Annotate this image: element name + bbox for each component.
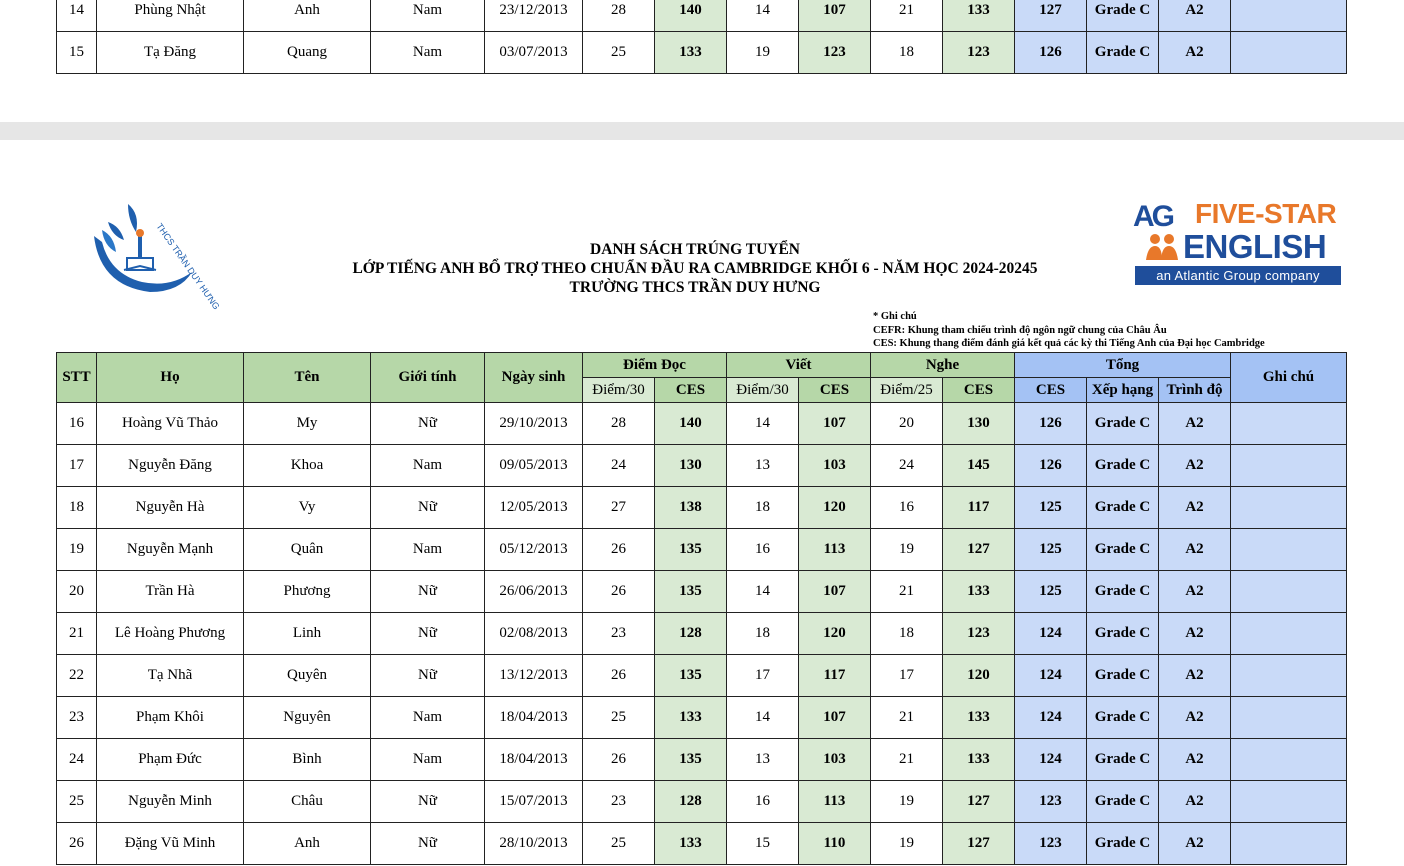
cell-ho: Phạm Khôi	[97, 697, 244, 739]
brand-mark: AG	[1133, 200, 1172, 233]
table-row	[57, 823, 1347, 865]
cell-trinhdo: A2	[1159, 781, 1231, 823]
header-ghichu: Ghi chú	[1231, 353, 1347, 403]
cell-viet-diem: 16	[727, 781, 799, 823]
cell-doc-ces: 140	[655, 403, 727, 445]
cell-tong-ces: 124	[1015, 613, 1087, 655]
cell-ghichu	[1231, 445, 1347, 487]
header-stt: STT	[57, 353, 97, 403]
cell-tong-ces: 124	[1015, 655, 1087, 697]
cell-viet-ces: 103	[799, 445, 871, 487]
cell-ngaysinh: 23/12/2013	[485, 0, 583, 32]
cell-trinhdo: A2	[1159, 529, 1231, 571]
header-viet: Viết	[727, 353, 871, 378]
table-row	[57, 403, 1347, 445]
page-1	[0, 0, 1404, 122]
cell-doc-ces: 128	[655, 613, 727, 655]
table-row	[57, 445, 1347, 487]
table-row	[57, 0, 1347, 32]
cell-viet-diem: 14	[727, 571, 799, 613]
cell-doc-ces: 133	[655, 697, 727, 739]
cell-nghe-ces: 145	[943, 445, 1015, 487]
brand-tagline: an Atlantic Group company	[1135, 266, 1341, 285]
cell-doc-ces: 135	[655, 571, 727, 613]
cell-nghe-ces: 133	[943, 571, 1015, 613]
cell-viet-ces: 123	[799, 32, 871, 74]
subheader-trinhdo: Trình độ	[1159, 378, 1231, 403]
cell-xephang: Grade C	[1087, 739, 1159, 781]
cell-ten: Nguyên	[244, 697, 371, 739]
cell-doc-diem: 23	[583, 613, 655, 655]
cell-viet-ces: 120	[799, 487, 871, 529]
cell-gioitinh: Nam	[371, 529, 485, 571]
cell-nghe-diem: 21	[871, 739, 943, 781]
cell-nghe-diem: 19	[871, 529, 943, 571]
cell-ten: Linh	[244, 613, 371, 655]
cell-trinhdo: A2	[1159, 445, 1231, 487]
table-row	[57, 487, 1347, 529]
cell-viet-diem: 19	[727, 32, 799, 74]
subheader-doc-ces: CES	[655, 378, 727, 403]
cell-viet-ces: 107	[799, 403, 871, 445]
cell-ngaysinh: 13/12/2013	[485, 655, 583, 697]
cell-stt: 18	[57, 487, 97, 529]
cell-ghichu	[1231, 697, 1347, 739]
cell-stt: 20	[57, 571, 97, 613]
cell-ho: Phùng Nhật	[97, 0, 244, 32]
cell-ho: Đặng Vũ Minh	[97, 823, 244, 865]
cell-viet-diem: 18	[727, 613, 799, 655]
cell-ghichu	[1231, 613, 1347, 655]
cell-doc-ces: 135	[655, 739, 727, 781]
cell-ho: Lê Hoàng Phương	[97, 613, 244, 655]
table-row	[57, 529, 1347, 571]
cell-nghe-ces: 120	[943, 655, 1015, 697]
cell-nghe-diem: 19	[871, 781, 943, 823]
cell-nghe-ces: 133	[943, 697, 1015, 739]
cell-ngaysinh: 05/12/2013	[485, 529, 583, 571]
cell-trinhdo: A2	[1159, 823, 1231, 865]
table-row	[57, 32, 1347, 74]
cell-tong-ces: 125	[1015, 571, 1087, 613]
cell-ten: Phương	[244, 571, 371, 613]
page-2	[0, 140, 1404, 866]
cell-gioitinh: Nam	[371, 445, 485, 487]
cell-viet-ces: 103	[799, 739, 871, 781]
cell-viet-ces: 110	[799, 823, 871, 865]
cell-ngaysinh: 28/10/2013	[485, 823, 583, 865]
cell-gioitinh: Nam	[371, 739, 485, 781]
cell-ngaysinh: 02/08/2013	[485, 613, 583, 655]
cell-xephang: Grade C	[1087, 32, 1159, 74]
cell-gioitinh: Nam	[371, 697, 485, 739]
cell-tong-ces: 125	[1015, 487, 1087, 529]
cell-doc-diem: 26	[583, 529, 655, 571]
cell-doc-diem: 23	[583, 781, 655, 823]
cell-ngaysinh: 29/10/2013	[485, 403, 583, 445]
cell-viet-diem: 14	[727, 0, 799, 32]
cell-gioitinh: Nữ	[371, 781, 485, 823]
cell-viet-ces: 117	[799, 655, 871, 697]
cell-nghe-diem: 21	[871, 697, 943, 739]
cell-gioitinh: Nữ	[371, 655, 485, 697]
cell-nghe-diem: 21	[871, 571, 943, 613]
school-logo-text: THCS TRẦN DUY HƯNG	[154, 221, 222, 312]
cell-tong-ces: 124	[1015, 739, 1087, 781]
cell-stt: 17	[57, 445, 97, 487]
cell-doc-ces: 128	[655, 781, 727, 823]
cell-ghichu	[1231, 655, 1347, 697]
cell-ghichu	[1231, 781, 1347, 823]
cell-nghe-ces: 123	[943, 32, 1015, 74]
cell-viet-diem: 16	[727, 529, 799, 571]
table-row	[57, 697, 1347, 739]
cell-doc-ces: 133	[655, 32, 727, 74]
cell-nghe-diem: 19	[871, 823, 943, 865]
cell-nghe-ces: 127	[943, 529, 1015, 571]
cell-viet-ces: 107	[799, 0, 871, 32]
cell-viet-diem: 14	[727, 403, 799, 445]
cell-doc-diem: 28	[583, 403, 655, 445]
cell-xephang: Grade C	[1087, 823, 1159, 865]
cell-ho: Tạ Đăng	[97, 32, 244, 74]
cell-doc-diem: 25	[583, 697, 655, 739]
cell-viet-diem: 17	[727, 655, 799, 697]
cell-tong-ces: 123	[1015, 781, 1087, 823]
cell-ghichu	[1231, 487, 1347, 529]
cell-trinhdo: A2	[1159, 655, 1231, 697]
cell-doc-diem: 26	[583, 571, 655, 613]
cell-ngaysinh: 15/07/2013	[485, 781, 583, 823]
subheader-nghe-diem: Điểm/25	[871, 378, 943, 403]
cell-trinhdo: A2	[1159, 739, 1231, 781]
cell-trinhdo: A2	[1159, 0, 1231, 32]
cell-doc-ces: 140	[655, 0, 727, 32]
cell-trinhdo: A2	[1159, 613, 1231, 655]
cell-doc-ces: 130	[655, 445, 727, 487]
cell-viet-ces: 120	[799, 613, 871, 655]
notes-ces: CES: Khung thang điểm đánh giá kết quả các kỳ thi Tiếng Anh của Đại học Cambridge	[873, 338, 1265, 349]
cell-xephang: Grade C	[1087, 403, 1159, 445]
cell-stt: 23	[57, 697, 97, 739]
cell-nghe-ces: 127	[943, 781, 1015, 823]
cell-gioitinh: Nữ	[371, 403, 485, 445]
cell-doc-ces: 135	[655, 655, 727, 697]
cell-xephang: Grade C	[1087, 697, 1159, 739]
cell-tong-ces: 126	[1015, 445, 1087, 487]
header-gioitinh: Giới tính	[371, 353, 485, 403]
cell-doc-diem: 25	[583, 823, 655, 865]
cell-xephang: Grade C	[1087, 529, 1159, 571]
table-row	[57, 781, 1347, 823]
cell-ho: Trần Hà	[97, 571, 244, 613]
cell-stt: 16	[57, 403, 97, 445]
cell-nghe-diem: 17	[871, 655, 943, 697]
page-separator	[0, 122, 1404, 140]
cell-viet-diem: 18	[727, 487, 799, 529]
cell-ghichu	[1231, 32, 1347, 74]
cell-tong-ces: 127	[1015, 0, 1087, 32]
cell-ten: Khoa	[244, 445, 371, 487]
cell-viet-diem: 13	[727, 739, 799, 781]
student-table	[56, 352, 1347, 865]
cell-stt: 22	[57, 655, 97, 697]
cell-gioitinh: Nam	[371, 32, 485, 74]
cell-ten: Anh	[244, 823, 371, 865]
cell-tong-ces: 123	[1015, 823, 1087, 865]
cell-ngaysinh: 03/07/2013	[485, 32, 583, 74]
cell-ho: Tạ Nhã	[97, 655, 244, 697]
notes	[873, 310, 1265, 351]
cell-ten: Quyên	[244, 655, 371, 697]
cell-trinhdo: A2	[1159, 487, 1231, 529]
header-ho: Họ	[97, 353, 244, 403]
brand-line-2: ENGLISH	[1183, 228, 1327, 265]
header-tong: Tổng	[1015, 353, 1231, 378]
cell-xephang: Grade C	[1087, 571, 1159, 613]
cell-trinhdo: A2	[1159, 403, 1231, 445]
cell-ngaysinh: 09/05/2013	[485, 445, 583, 487]
table-row	[57, 613, 1347, 655]
notes-heading: * Ghi chú	[873, 311, 917, 322]
cell-doc-diem: 26	[583, 655, 655, 697]
cell-xephang: Grade C	[1087, 0, 1159, 32]
cell-gioitinh: Nam	[371, 0, 485, 32]
subheader-nghe-ces: CES	[943, 378, 1015, 403]
cell-xephang: Grade C	[1087, 445, 1159, 487]
header-ten: Tên	[244, 353, 371, 403]
cell-doc-ces: 135	[655, 529, 727, 571]
cell-ten: Vy	[244, 487, 371, 529]
subheader-viet-ces: CES	[799, 378, 871, 403]
cell-ten: My	[244, 403, 371, 445]
table-row	[57, 739, 1347, 781]
five-star-english-logo	[1133, 198, 1345, 286]
cell-nghe-diem: 16	[871, 487, 943, 529]
cell-ho: Nguyễn Minh	[97, 781, 244, 823]
cell-viet-diem: 14	[727, 697, 799, 739]
cell-gioitinh: Nữ	[371, 613, 485, 655]
cell-ngaysinh: 18/04/2013	[485, 697, 583, 739]
cell-ho: Nguyễn Đăng	[97, 445, 244, 487]
cell-viet-diem: 15	[727, 823, 799, 865]
cell-nghe-diem: 20	[871, 403, 943, 445]
cell-tong-ces: 124	[1015, 697, 1087, 739]
title-line-3: TRƯỜNG THCS TRẦN DUY HƯNG	[569, 279, 821, 296]
cell-nghe-ces: 127	[943, 823, 1015, 865]
cell-ghichu	[1231, 0, 1347, 32]
cell-stt: 14	[57, 0, 97, 32]
cell-trinhdo: A2	[1159, 697, 1231, 739]
cell-nghe-ces: 130	[943, 403, 1015, 445]
student-table-continued	[56, 0, 1347, 74]
cell-ten: Anh	[244, 0, 371, 32]
subheader-tong-ces: CES	[1015, 378, 1087, 403]
cell-stt: 26	[57, 823, 97, 865]
cell-ho: Nguyễn Mạnh	[97, 529, 244, 571]
cell-gioitinh: Nữ	[371, 487, 485, 529]
cell-gioitinh: Nữ	[371, 571, 485, 613]
cell-viet-ces: 107	[799, 697, 871, 739]
subheader-viet-diem: Điểm/30	[727, 378, 799, 403]
cell-ghichu	[1231, 529, 1347, 571]
cell-nghe-ces: 117	[943, 487, 1015, 529]
cell-ten: Quang	[244, 32, 371, 74]
cell-xephang: Grade C	[1087, 487, 1159, 529]
cell-stt: 25	[57, 781, 97, 823]
cell-ghichu	[1231, 571, 1347, 613]
cell-doc-diem: 25	[583, 32, 655, 74]
cell-ngaysinh: 12/05/2013	[485, 487, 583, 529]
people-icon	[1145, 232, 1179, 260]
cell-nghe-diem: 21	[871, 0, 943, 32]
cell-gioitinh: Nữ	[371, 823, 485, 865]
cell-ten: Bình	[244, 739, 371, 781]
table-row	[57, 655, 1347, 697]
cell-trinhdo: A2	[1159, 571, 1231, 613]
cell-tong-ces: 126	[1015, 403, 1087, 445]
cell-viet-ces: 113	[799, 781, 871, 823]
title-line-2: LỚP TIẾNG ANH BỔ TRỢ THEO CHUẨN ĐẦU RA CAMBRIDGE KHỐI 6 - NĂM HỌC 2024-20245	[352, 260, 1038, 277]
header-nghe: Nghe	[871, 353, 1015, 378]
cell-doc-diem: 27	[583, 487, 655, 529]
cell-stt: 24	[57, 739, 97, 781]
cell-doc-diem: 24	[583, 445, 655, 487]
cell-viet-ces: 113	[799, 529, 871, 571]
cell-stt: 15	[57, 32, 97, 74]
cell-ho: Phạm Đức	[97, 739, 244, 781]
notes-cefr: CEFR: Khung tham chiếu trình độ ngôn ngữ chung của Châu Âu	[873, 324, 1167, 336]
subheader-doc-diem: Điểm/30	[583, 378, 655, 403]
header-ngaysinh: Ngày sinh	[485, 353, 583, 403]
cell-nghe-ces: 133	[943, 739, 1015, 781]
cell-tong-ces: 126	[1015, 32, 1087, 74]
cell-tong-ces: 125	[1015, 529, 1087, 571]
cell-ngaysinh: 26/06/2013	[485, 571, 583, 613]
cell-xephang: Grade C	[1087, 613, 1159, 655]
cell-stt: 19	[57, 529, 97, 571]
cell-viet-ces: 107	[799, 571, 871, 613]
title-line-1: DANH SÁCH TRÚNG TUYỂN	[590, 241, 800, 258]
cell-doc-ces: 138	[655, 487, 727, 529]
cell-nghe-diem: 18	[871, 613, 943, 655]
cell-ten: Quân	[244, 529, 371, 571]
cell-stt: 21	[57, 613, 97, 655]
cell-ten: Châu	[244, 781, 371, 823]
cell-ghichu	[1231, 823, 1347, 865]
table-row	[57, 571, 1347, 613]
cell-ghichu	[1231, 403, 1347, 445]
cell-ho: Nguyễn Hà	[97, 487, 244, 529]
cell-doc-ces: 133	[655, 823, 727, 865]
cell-nghe-diem: 18	[871, 32, 943, 74]
cell-ghichu	[1231, 739, 1347, 781]
cell-xephang: Grade C	[1087, 655, 1159, 697]
cell-viet-diem: 13	[727, 445, 799, 487]
cell-doc-diem: 28	[583, 0, 655, 32]
cell-nghe-ces: 123	[943, 613, 1015, 655]
cell-nghe-ces: 133	[943, 0, 1015, 32]
cell-trinhdo: A2	[1159, 32, 1231, 74]
cell-nghe-diem: 24	[871, 445, 943, 487]
header-doc: Điểm Đọc	[583, 353, 727, 378]
cell-ngaysinh: 18/04/2013	[485, 739, 583, 781]
brand-line-1: FIVE-STAR	[1195, 198, 1337, 229]
cell-xephang: Grade C	[1087, 781, 1159, 823]
cell-doc-diem: 26	[583, 739, 655, 781]
school-logo-icon	[80, 196, 222, 312]
subheader-xephang: Xếp hạng	[1087, 378, 1159, 403]
cell-ho: Hoàng Vũ Thảo	[97, 403, 244, 445]
